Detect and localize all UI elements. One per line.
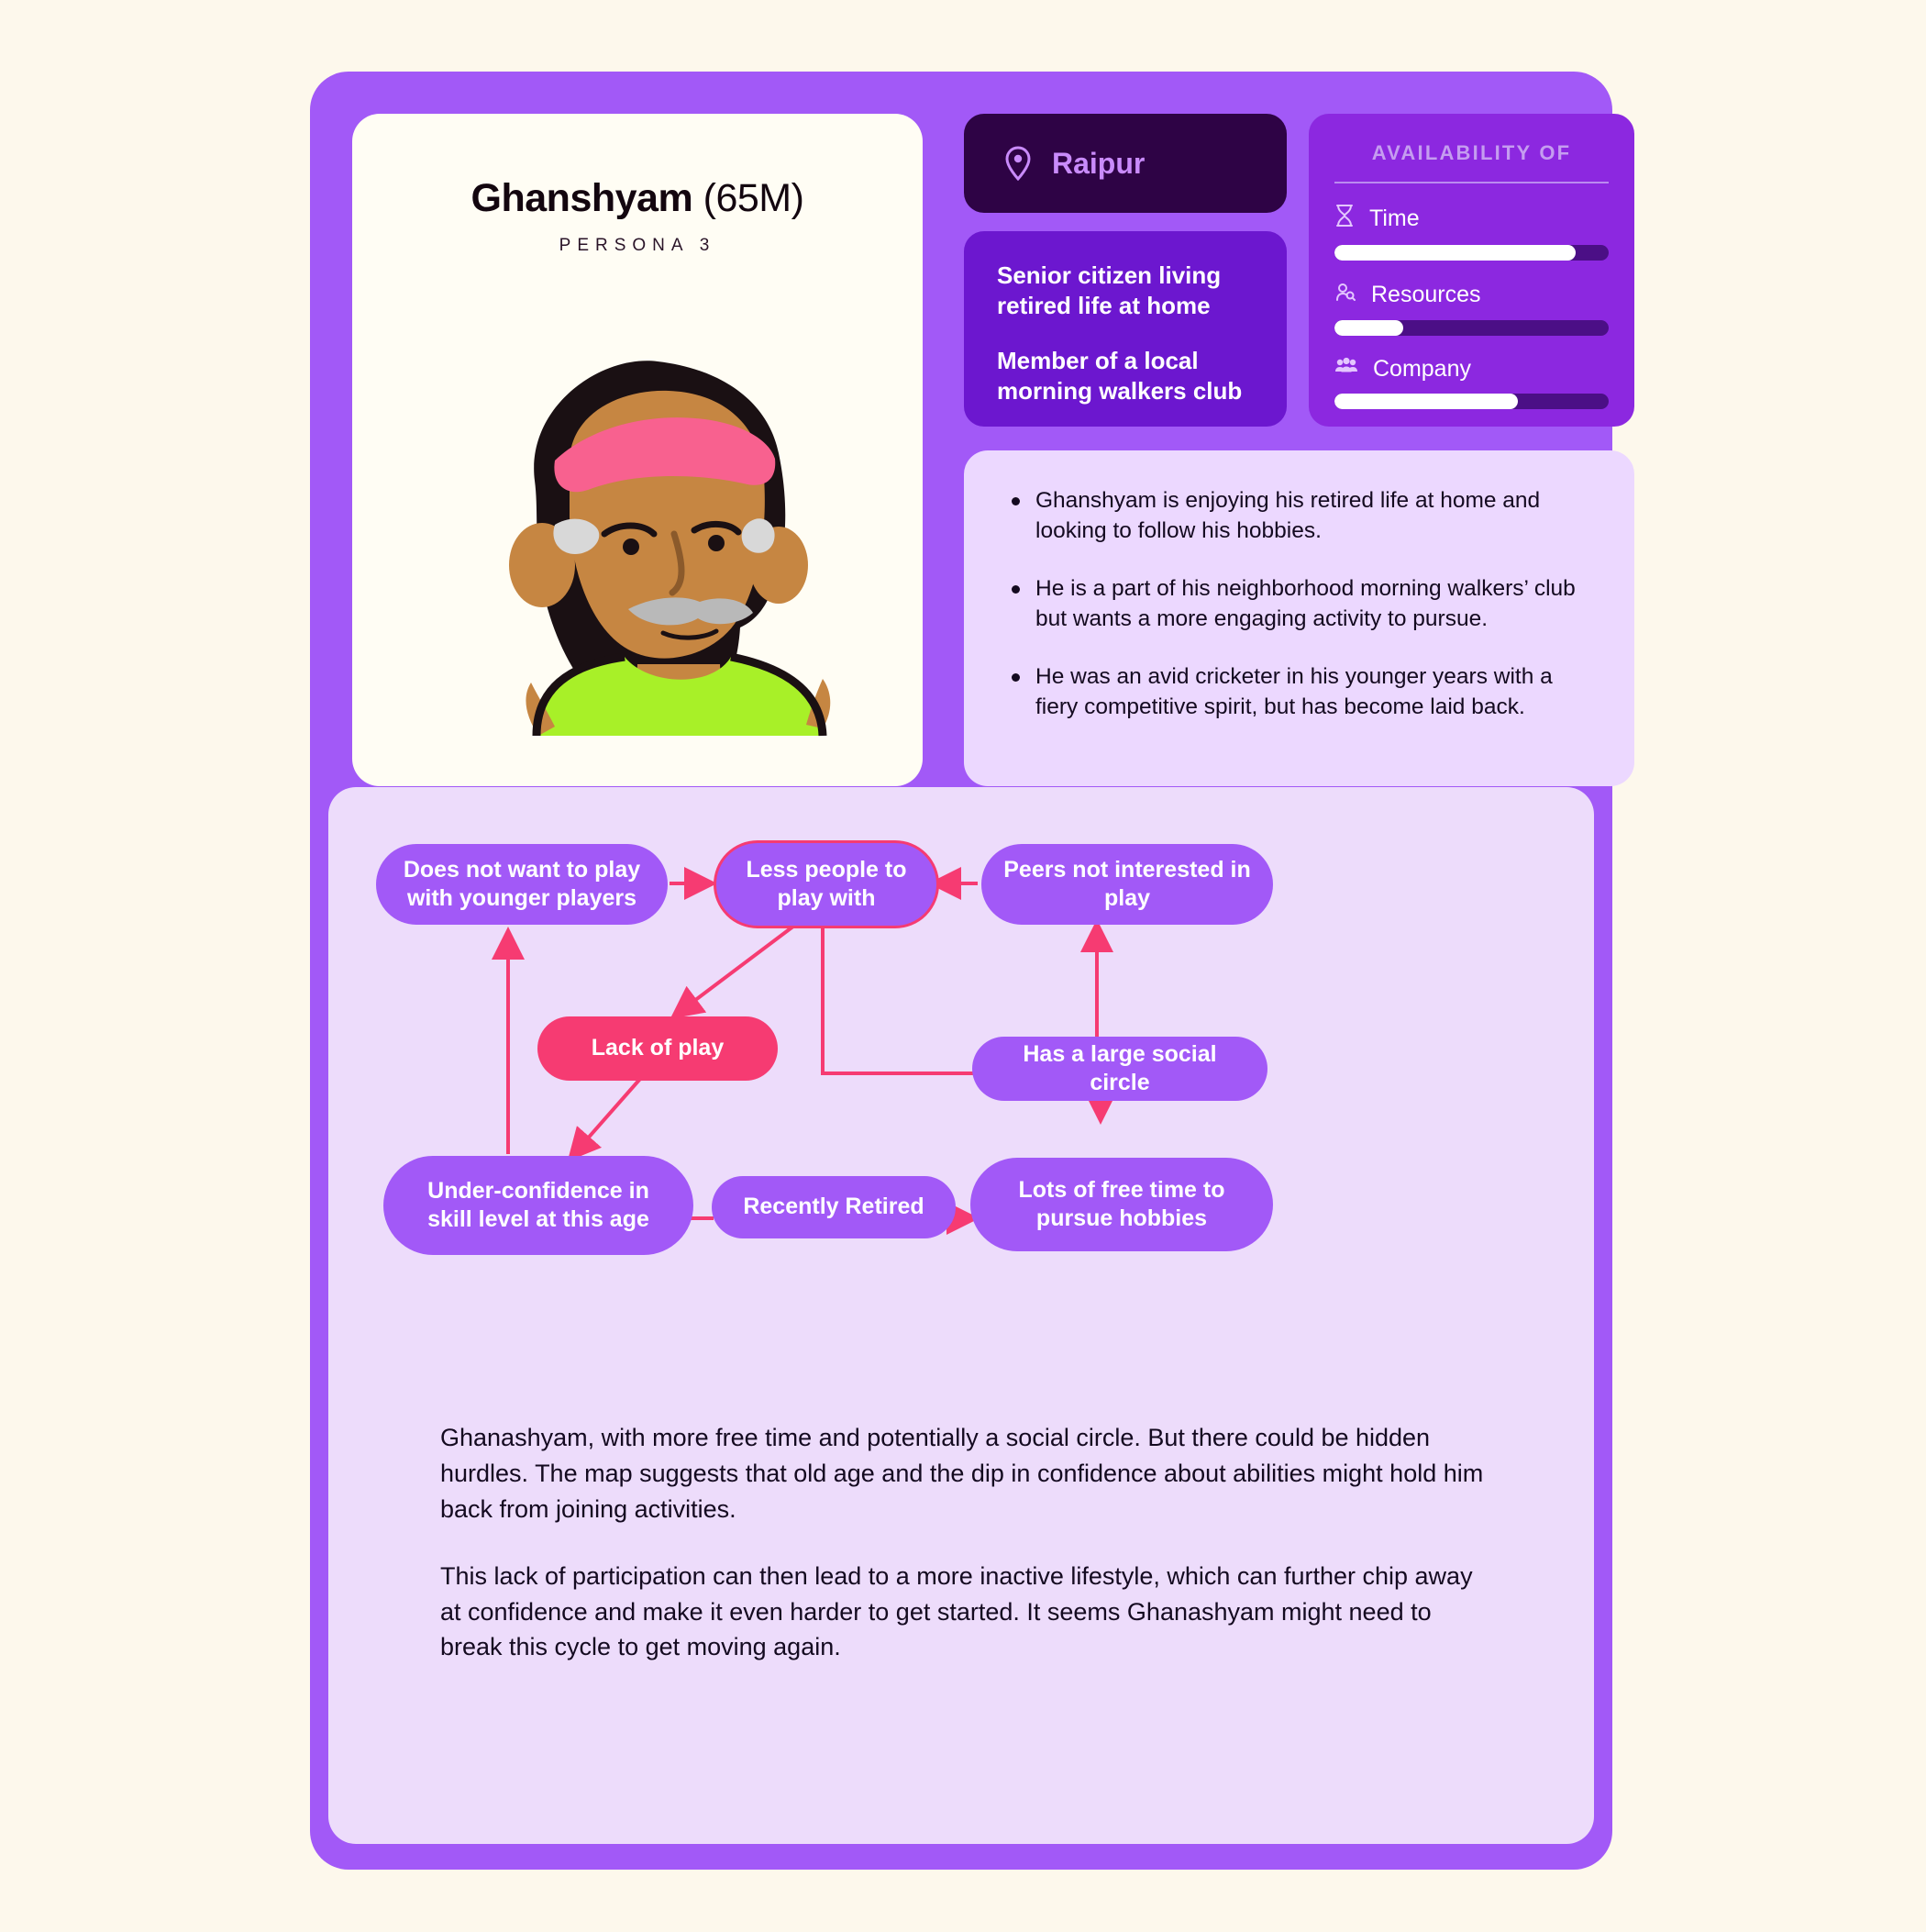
note-item: He was an avid cricketer in his younger years with a fiery competitive spirit, but has become laid back. — [1004, 661, 1594, 722]
map-node-lots-of-free-time[interactable]: Lots of free time to pursue hobbies — [970, 1158, 1273, 1251]
persona-descriptors — [964, 231, 1287, 427]
map-pin-icon — [1004, 146, 1032, 181]
availability-bar — [1334, 394, 1609, 409]
availability-bar-fill — [1334, 320, 1403, 336]
persona-age-gender: (65M) — [703, 176, 804, 220]
map-summary — [440, 1420, 1495, 1696]
map-node-large-social-circle[interactable]: Has a large social circle — [972, 1037, 1267, 1101]
map-node-less-people-to-play-with[interactable]: Less people to play with — [714, 840, 939, 928]
note-item: Ghanshyam is enjoying his retired life at home and looking to follow his hobbies. — [1004, 485, 1594, 546]
persona-label: PERSONA 3 — [559, 236, 716, 255]
page-title — [352, 176, 923, 221]
avatar — [408, 297, 867, 738]
map-node-under-confidence[interactable]: Under-confidence in skill level at this age — [383, 1156, 693, 1255]
availability-bar-fill — [1334, 394, 1518, 409]
person-search-icon — [1334, 281, 1356, 309]
location-chip[interactable] — [964, 114, 1287, 213]
persona-notes — [964, 450, 1634, 786]
group-icon — [1334, 356, 1358, 383]
persona-top-row — [334, 95, 1588, 793]
persona-name: Ghanshyam — [470, 176, 693, 220]
hourglass-icon — [1334, 204, 1355, 234]
note-item: He is a part of his neighborhood morning walkers’ club but wants a more engaging activity to pursue. — [1004, 573, 1594, 634]
map-node-does-not-want-to-play[interactable]: Does not want to play with younger players — [376, 844, 668, 925]
location-label: Raipur — [1052, 146, 1146, 180]
map-node-peers-not-interested[interactable]: Peers not interested in play — [981, 844, 1273, 925]
availability-item-resources — [1334, 281, 1609, 336]
summary-paragraph-2: This lack of participation can then lead to a more inactive lifestyle, which can further chip away at confidence and make it even harder to get started. It seems Ghanashyam might need to break this cycle to get moving again. — [440, 1561, 1473, 1661]
map-node-recently-retired[interactable]: Recently Retired — [712, 1176, 956, 1238]
availability-bar — [1334, 320, 1609, 336]
availability-label: Resources — [1371, 282, 1481, 307]
descriptor-item: Senior citizen living retired life at home — [997, 261, 1222, 320]
availability-item-time — [1334, 204, 1609, 261]
availability-card — [1309, 114, 1634, 427]
availability-label: Time — [1369, 205, 1420, 231]
availability-bar-fill — [1334, 245, 1576, 261]
persona-card — [310, 72, 1612, 1870]
availability-bar — [1334, 245, 1609, 261]
availability-item-company — [1334, 356, 1609, 409]
availability-label: Company — [1373, 356, 1471, 382]
persona-identity-card — [352, 114, 923, 786]
availability-title: AVAILABILITY OF — [1334, 141, 1609, 183]
journey-map — [328, 787, 1594, 1393]
summary-paragraph-1: Ghanashyam, with more free time and potentially a social circle. But there could be hidden hurdles. The map suggests that old age and the dip in confidence about abilities might hold him back from joining activities. — [440, 1424, 1484, 1523]
map-node-lack-of-play[interactable]: Lack of play — [537, 1016, 778, 1081]
journey-map-panel — [328, 787, 1594, 1844]
descriptor-item: Member of a local morning walkers club — [997, 346, 1243, 405]
